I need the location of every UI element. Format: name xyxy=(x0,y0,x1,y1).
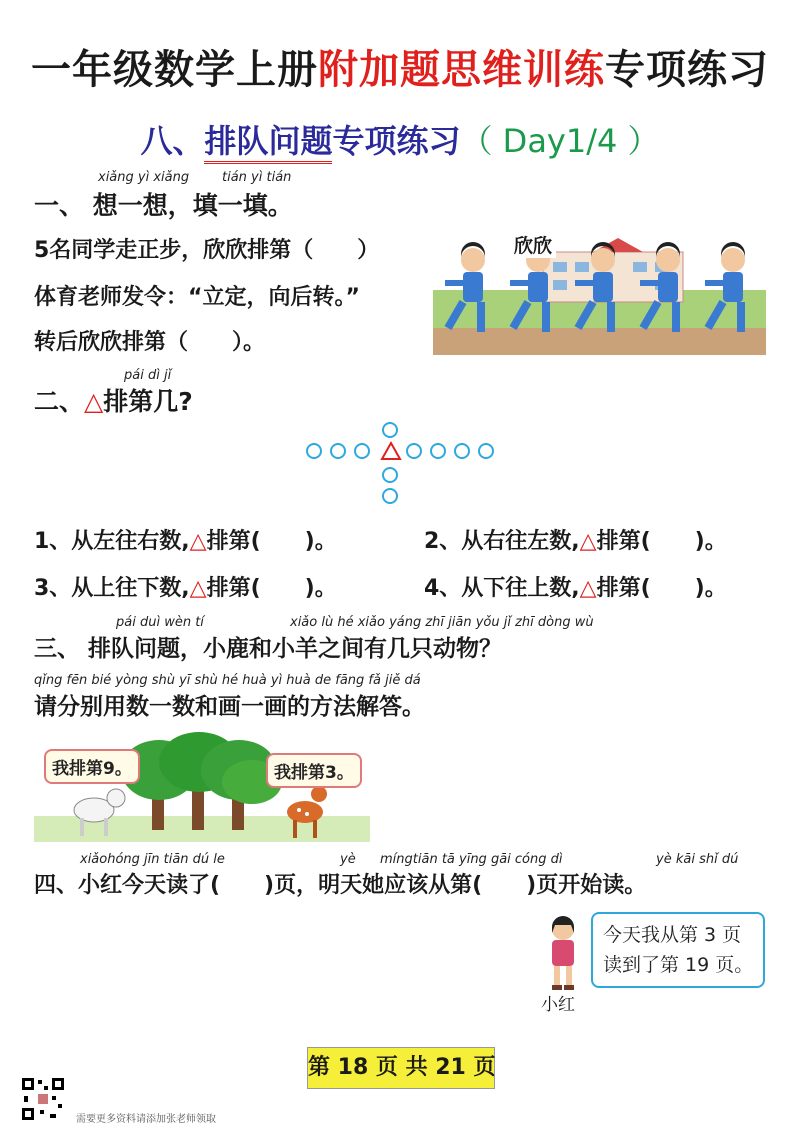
q3-heading: 三、 排队问题，小鹿和小羊之间有几只动物？ xyxy=(34,636,503,662)
circle-shape xyxy=(354,443,370,459)
q2-heading xyxy=(34,382,193,418)
q4-pinyin-3: míngtiān tā yīng gāi cóng dì xyxy=(380,852,563,867)
q1-pinyin-1: xiǎng yì xiǎng xyxy=(98,170,190,185)
q2-line-2 xyxy=(424,524,727,555)
title-part3: 专项练习 xyxy=(605,47,769,93)
qr-code-icon xyxy=(20,1076,66,1122)
q2-line-3-suffix: 排第( )。 xyxy=(206,576,337,601)
triangle-icon: △ xyxy=(189,529,207,554)
triangle-icon: △ xyxy=(579,576,597,601)
title-part1: 一年级数学上册 xyxy=(31,47,318,93)
subtitle-day: （ Day1/4 ） xyxy=(460,122,660,160)
q2-line-2-prefix: 2、从右往左数, xyxy=(424,529,580,554)
circle-shape xyxy=(382,488,398,504)
q2-line-2-suffix: 排第( )。 xyxy=(596,529,727,554)
q2-line-1-prefix: 1、从左往右数, xyxy=(34,529,190,554)
circle-shape xyxy=(430,443,446,459)
q2-line-3 xyxy=(34,571,337,602)
goat-speech-bubble: 我排第9。 xyxy=(44,749,140,784)
title-part2: 附加题思维训练 xyxy=(318,47,605,93)
q4-pinyin-2: yè xyxy=(340,852,356,867)
q3-pinyin-3: qǐng fēn bié yòng shù yī shù hé huà yì huà de fāng fǎ jiě dá xyxy=(34,673,421,688)
page-title xyxy=(0,38,800,95)
q1-heading: 一、 想一想，填一填。 xyxy=(34,191,293,220)
subtitle-number: 八、 xyxy=(140,122,205,160)
q2-pinyin: pái dì jǐ xyxy=(124,368,172,383)
girl-name-label: 小红 xyxy=(541,995,575,1015)
triangle-shape-icon xyxy=(380,440,402,462)
q2-line-1 xyxy=(34,524,337,555)
circle-shape xyxy=(406,443,422,459)
circle-shape xyxy=(382,467,398,483)
marching-students-image xyxy=(433,230,766,355)
bubble-line-1: 今天我从第 3 页 xyxy=(603,924,742,946)
deer-speech-bubble: 我排第3。 xyxy=(266,753,362,788)
q2-heading-suffix: 排第几? xyxy=(103,387,193,416)
triangle-icon: △ xyxy=(579,529,597,554)
q4-pinyin-1: xiǎohóng jīn tiān dú le xyxy=(80,852,225,867)
circle-shape xyxy=(454,443,470,459)
triangle-icon: △ xyxy=(189,576,207,601)
xinxin-label: 欣欣 xyxy=(510,231,556,258)
q4-line: 四、小红今天读了( )页，明天她应该从第( )页开始读。 xyxy=(34,873,647,898)
q1-line-1: 5名同学走正步，欣欣排第（ ） xyxy=(34,238,380,263)
q3-pinyin-1: pái duì wèn tí xyxy=(116,615,204,630)
q2-line-4-prefix: 4、从下往上数, xyxy=(424,576,580,601)
q2-line-4 xyxy=(424,571,727,602)
bubble-line-2: 读到了第 19 页。 xyxy=(603,954,754,976)
q2-heading-prefix: 二、 xyxy=(34,387,85,416)
footer-note: 需要更多资料请添加张老师领取 xyxy=(76,1114,216,1125)
subtitle-practice: 专项练习 xyxy=(332,122,461,160)
q2-line-4-suffix: 排第( )。 xyxy=(596,576,727,601)
xiaohong-speech-bubble xyxy=(591,912,765,988)
circle-shape xyxy=(382,422,398,438)
subtitle-topic: 排队问题 xyxy=(204,122,332,164)
circle-cross-figure xyxy=(300,418,510,510)
girl-xiaohong-image xyxy=(538,915,588,995)
circle-shape xyxy=(306,443,322,459)
q1-pinyin-2: tián yì tián xyxy=(222,170,292,185)
q2-line-3-prefix: 3、从上往下数, xyxy=(34,576,190,601)
q3-line: 请分别用数一数和画一画的方法解答。 xyxy=(34,694,425,720)
q1-line-3: 转后欣欣排第（ ）。 xyxy=(34,330,266,355)
q1-line-2: 体育老师发令：“立定，向后转。” xyxy=(34,285,360,310)
q2-line-1-suffix: 排第( )。 xyxy=(206,529,337,554)
section-subtitle xyxy=(0,116,800,162)
q3-pinyin-2: xiǎo lù hé xiǎo yáng zhī jiān yǒu jǐ zhī dòng wù xyxy=(290,615,594,630)
q4-pinyin-4: yè kāi shǐ dú xyxy=(656,852,739,867)
circle-shape xyxy=(478,443,494,459)
circle-shape xyxy=(330,443,346,459)
page-number-box: 第 18 页 共 21 页 xyxy=(307,1047,495,1089)
triangle-icon: △ xyxy=(84,387,104,416)
